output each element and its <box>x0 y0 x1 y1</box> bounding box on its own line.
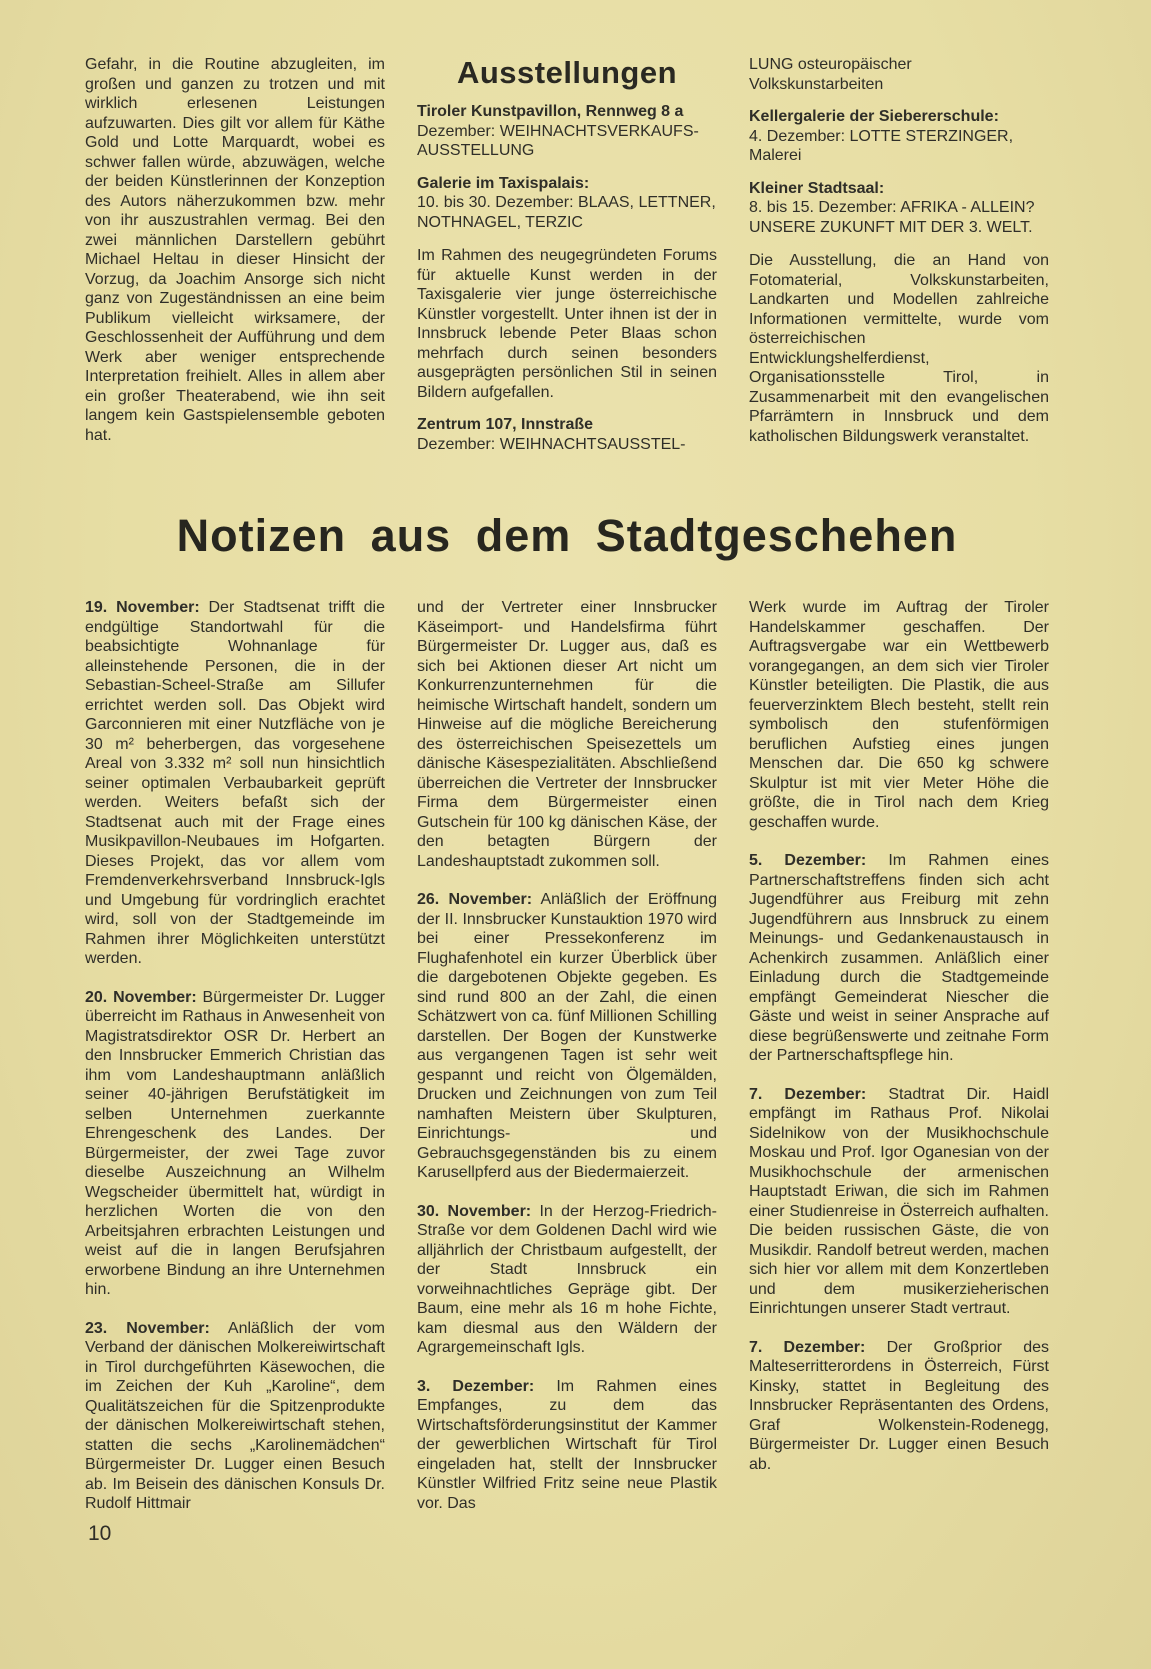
news-item <box>749 1085 1049 1319</box>
news-item <box>749 851 1049 1066</box>
news-item <box>417 890 717 1183</box>
news-date: 7. Dezember: <box>749 1338 866 1356</box>
news-column-3 <box>749 598 1049 1533</box>
news-text: In der Herzog-Friedrich-Straße vor dem Goldenen Dachl wird wie alljährlich der Christbaum aufgestellt, der der Stadt Innsbruck ein vorweihnachtliches Gepräge gibt. Der Baum, eine mehr als 16 m hohe Fichte, kam diesmal aus den Wäldern der Agrargemeinschaft Igls. <box>417 1202 718 1356</box>
news-item <box>85 988 385 1300</box>
news-text: Der Stadtsenat trifft die endgültige Standortwahl für die beabsichtigte Wohnanlage für alleinstehende Personen, die in der Sebastian-Scheel-Straße am Sillufer errichtet werden soll. Das Objekt wird Garconnieren mit einer Nutzfläche von je 30 m² beherbergen, das vorgesehene Areal von 3.332 m² soll nun hinsichtlich seiner optimalen Verbaubarkeit geprüft werden. Weiters befaßt sich der Stadtsenat auch mit der Frage eines Musikpavillon-Neubaues im Hofgarten. Dieses Projekt, das vor allem vom Fremdenverkehrsverband Innsbruck-Igls und Umgebung für vordringlich erachtet wird, soll von der Stadtgemeinde im Rahmen ihrer Möglichkeiten unterstützt werden. <box>85 599 386 967</box>
exhibit-venue-kunstpavillon: Tiroler Kunstpavillon, Rennweg 8 a <box>417 103 684 120</box>
news-text: Werk wurde im Auftrag der Tiroler Handelskammer geschaffen. Der Auftragsvergabe war ein Wettbewerb vorangegangen, an dem sich vier Tiroler Künstler beteiligten. Die Plastik, die aus feuerverzinktem Blech besteht, stellt rein symbolisch den stufenförmigen beruflichen Aufstieg eines jungen Menschen dar. Die 650 kg schwere Skulptur ist mit vier Meter Höhe die größte, die in Tirol nach dem Krieg geschaffen wurde. <box>749 599 1049 831</box>
news-text: Anläßlich der Eröffnung der II. Innsbrucker Kunstauktion 1970 wird bei einer Pressekonferenz im Flughafenhotel ein kurzer Überblick über die dargebotenen Objekte gegeben. Es sind rund 800 an der Zahl, die einen Schätzwert von ca. fünf Millionen Schilling darstellen. Der Bogen der Kunstwerke aus vergangenen Tagen ist sehr weit gespannt und reicht von Ölgemälden, Drucken und Zeichnungen von zum Teil namhaften Meistern über Skulpturen, Einrichtungs- und Gebrauchsgegenständen bis zu einem Karusellpferd aus der Biedermaierzeit. <box>417 891 717 1181</box>
exhibit-detail-taxispalais: 10. bis 30. Dezember: BLAAS, LETTNER, NOTHNAGEL, TERZIC <box>417 194 716 231</box>
news-date: 7. Dezember: <box>749 1085 867 1103</box>
exhibit-venue-zentrum107: Zentrum 107, Innstraße <box>417 416 594 433</box>
exhibit-paragraph-taxispalais: Im Rahmen des neugegründeten Forums für aktuelle Kunst werden in der Taxisgalerie vier junge österreichische Künstler vorgestellt. Unter ihnen ist der in Innsbruck lebende Peter Blaas schon mehrfach durch seinen besonders ausgeprägten persönlichen Stil in seinen Bildern aufgefallen. <box>417 247 717 401</box>
exhibit-paragraph-stadtsaal: Die Ausstellung, die an Hand von Fotomaterial, Volkskunstarbeiten, Landkarten und Modellen zahlreiche Informationen vermittelte, wurde vom österreichischen Entwicklungshelferdienst, Organisationsstelle Tirol, in Zusammenarbeit mit den evangelischen Pfarrämtern in Innsbruck und dem katholischen Bildungswerk veranstaltet. <box>749 252 1049 445</box>
ausstellungen-column-1 <box>417 55 717 454</box>
exhibit-detail-kunstpavillon: Dezember: WEIHNACHTSVERKAUFS-AUSSTELLUNG <box>417 122 699 159</box>
news-text: Anläßlich der vom Verband der dänischen Molkereiwirtschaft in Tirol durchgeführten Käsewochen, die im Zeichen der Kuh „Karoline“, dem Qualitätszeichen für die Spitzenprodukte der dänischen Molkereiwirtschaft stehen, statten die sechs „Karolinemädchen“ Bürgermeister Dr. Lugger einen Besuch ab. Im Beisein des dänischen Konsuls Dr. Rudolf Hittmair <box>85 1319 385 1512</box>
news-date: 19. November: <box>85 599 200 616</box>
exhibit-detail-stadtsaal: 8. bis 15. Dezember: AFRIKA - ALLEIN? UNSERE ZUKUNFT MIT DER 3. WELT. <box>749 199 1035 236</box>
ausstellungen-column-2 <box>749 55 1049 454</box>
news-item <box>417 1202 717 1358</box>
news-item <box>85 1319 385 1514</box>
news-item <box>417 1377 717 1514</box>
news-date: 26. November: <box>417 891 533 908</box>
exhibit-venue-kellergalerie: Kellergalerie der Siebererschule: <box>749 108 999 125</box>
news-date: 23. November: <box>85 1319 210 1337</box>
news-text: Im Rahmen eines Partnerschaftstreffens finden sich acht Jugendführer aus Freiburg mit zehn Jugendführern aus Innsbruck zu einem Meinungs- und Gedankenaustausch in Achenkirch zusammen. Anläßlich einer Einladung durch die Stadtgemeinde empfängt Gemeinderat Niescher die Gäste und weist in seiner Ansprache auf diese begrüßenswerte und zeitnahe Form der Partnerschaftspflege hin. <box>749 852 1049 1064</box>
news-text: und der Vertreter einer Innsbrucker Käseimport- und Handelsfirma führt Bürgermeister Dr. Lugger aus, daß es sich bei Aktionen dieser Art nicht um Konkurrenzunternehmen für die heimische Wirtschaft handelt, sondern um Hinweise auf die mögliche Bereicherung des österreichischen Speisezettels um dänische Käsespezialitäten. Abschließend überreichen die Vertreter der Innsbrucker Firma dem Bürgermeister einen Gutschein für 100 kg dänischen Käse, der den betagten Bürgern der Landeshauptstadt zukommen soll. <box>417 599 717 870</box>
news-date: 30. November: <box>417 1202 532 1220</box>
exhibit-detail-continuation: LUNG osteuropäischer Volkskunstarbeiten <box>749 56 912 93</box>
news-text: Im Rahmen eines Empfanges, zu dem das Wirtschaftsförderungsinstitut der Kammer der gewerblichen Wirtschaft für Tirol eingeladen hat, stellt der Innsbrucker Künstler Wilfried Fritz seine neue Plastik vor. Das <box>417 1377 717 1512</box>
news-text: Stadtrat Dir. Haidl empfängt im Rathaus Prof. Nikolai Sidelnikow von der Musikhochschule Moskau und Prof. Igor Oganesian von der Musikhochschule der armenischen Hauptstadt Eriwan, die sich im Rahmen einer Studienreise in Österreich aufhalten. Die beiden russischen Gäste, die von Musikdir. Randolf betreut werden, machen sich hier vor allem mit dem Konzertleben und dem musikerzieherischen Einrichtungen unserer Stadt vertraut. <box>749 1085 1049 1317</box>
notizen-heading: Notizen aus dem Stadtgeschehen <box>176 510 958 561</box>
exhibit-venue-stadtsaal: Kleiner Stadtsaal: <box>749 179 885 197</box>
theater-review-text: Gefahr, in die Routine abzugleiten, im großen und ganzen zu trotzen und mit wirklich erlesenen Leistungen aufzuwarten. Dies gilt vor allem für Käthe Gold und Lotte Marquardt, wobei es schwer fallen würde, abzuwägen, welche der beiden Künstlerinnen der Konzeption des Autors näherzukommen bzw. mehr von ihr auszustrahlen vermag. Bei den zwei männlichen Darstellern gebührt Michael Heltau in dieser Hinsicht der Vorzug, da Joachim Ansorge sich nicht ganz von Zugeständnissen an eine beim Publikum vielleicht wirksamere, der Geschlossenheit der Aufführung und dem Werk aber weniger entsprechende Interpretation freihielt. Alles in allem aber ein großer Theaterabend, wie ihn seit langem kein Gastspielensemble geboten hat. <box>85 56 385 444</box>
news-item <box>85 598 385 969</box>
news-text: Der Großprior des Malteserritterordens in Österreich, Fürst Kinsky, stattet in Begleitung des Innsbrucker Repräsentanten des Ordens, Graf Wolkenstein-Rodenegg, Bürgermeister Dr. Lugger einen Besuch ab. <box>749 1338 1049 1473</box>
news-section <box>85 598 1049 1533</box>
news-column-2 <box>417 598 717 1533</box>
news-date: 20. November: <box>85 988 197 1006</box>
page-number: 10 <box>88 1522 112 1545</box>
exhibit-detail-zentrum107: Dezember: WEIHNACHTSAUSSTEL- <box>417 435 686 453</box>
news-column-1 <box>85 598 385 1533</box>
news-date: 3. Dezember: <box>417 1377 535 1395</box>
news-text: Bürgermeister Dr. Lugger überreicht im Rathaus in Anwesenheit von Magistratsdirektor OSR Dr. Herbert an den Innsbrucker Emmerich Christian das ihm vom Landeshauptmann anläßlich seiner 40-jährigen Berufstätigkeit im selben Unternehmen zuerkannte Ehrengeschenk des Landes. Der Bürgermeister, der zwei Tage zuvor dieselbe Auszeichnung an Wilhelm Wegscheider übermittelt hat, würdigt in herzlichen Worten die von den Arbeitsjahren erbrachten Leistungen und weist auf die in langen Berufsjahren erworbene Bindung an ihre Unternehmen hin. <box>85 988 385 1298</box>
news-item <box>417 598 717 871</box>
theater-review-column <box>85 55 385 454</box>
exhibit-detail-kellergalerie: 4. Dezember: LOTTE STERZINGER, Malerei <box>749 127 1014 164</box>
news-date: 5. Dezember: <box>749 852 867 869</box>
news-item <box>749 598 1049 832</box>
top-section <box>85 55 1049 454</box>
news-item <box>749 1338 1049 1475</box>
ausstellungen-heading: Ausstellungen <box>456 55 678 90</box>
exhibit-venue-taxispalais: Galerie im Taxispalais: <box>417 174 590 192</box>
